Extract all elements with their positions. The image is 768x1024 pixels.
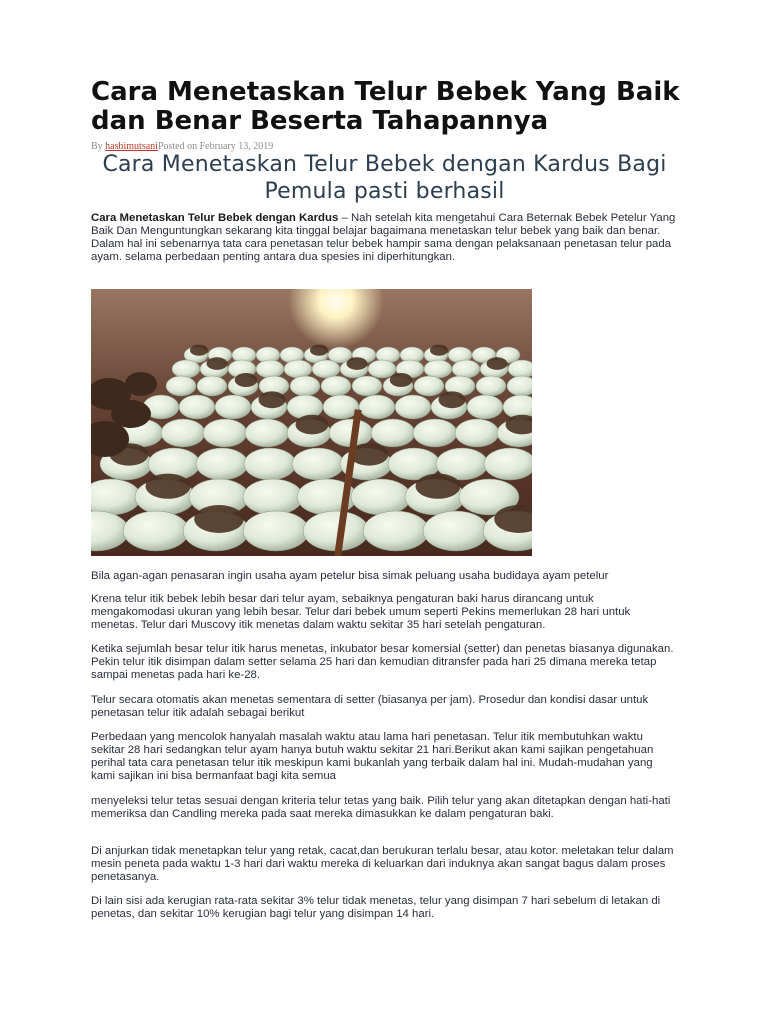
egg [244,448,296,480]
egg [203,419,247,447]
egg [123,511,189,551]
duckling [190,345,208,356]
intro-bold: Cara Menetaskan Telur Bebek dengan Kardus [91,212,339,224]
egg [166,376,196,396]
egg [243,511,309,551]
paragraph-5: Perbedaan yang mencolok hanyalah masalah waktu atau lama hari penetasan. Telur itik membutuhkan waktu sekitar 28 hari sedangkan telur ayam hanya butuh waktu sekitar 21 hari.Berikut akan kami sajikan pengetahuan perihal tata cara penetasan telur itik meskipun kami bukanlah yang terbaik dalam hal ini. Mudah-mudahan yang kami sajikan ini bisa bermanfaat bagi kita semua [91,731,654,782]
duckling [207,357,228,370]
egg [424,360,452,378]
paragraph-2: Krena telur itik bebek lebih besar dari telur ayam, sebaiknya pengaturan baki harus dirancang untuk mengakomodasi ukuran yang lebih besar. Telur dari bebek umum seperti Pekins memerlukan 28 hari untuk menetas. Telur dari Muscovy itik menetas dalam waktu sekitar 35 hari setelah pengaturan. [91,593,631,631]
egg [476,376,506,396]
egg [312,360,340,378]
paragraph-6: menyeleksi telur tetas sesuai dengan kriteria telur tetas yang baik. Pilih telur yang akan ditetapkan dengan hati-hati memeriksa dan Candling mereka pada saat mereka dimasukkan ke dalam pengaturan baki. [91,795,671,820]
egg [321,376,351,396]
egg [245,419,289,447]
egg [395,395,431,419]
egg [371,419,415,447]
egg [414,376,444,396]
egg [455,419,499,447]
egg [359,395,395,419]
paragraph-3: Ketika sejumlah besar telur itik harus menetas, inkubator besar komersial (setter) dan penetas biasanya digunakan. Pekin telur itik disimpan dalam setter selama 25 hari dan kemudian ditransfer pada hari 25 dimana mereka tetap sampai menetas pada hari ke-28. [91,643,674,681]
egg [467,395,503,419]
hatching-eggs-photo [91,289,532,556]
duckling [487,357,508,370]
intro-paragraph [91,212,678,264]
article-subtitle: Cara Menetaskan Telur Bebek dengan Kardus Bagi Pemula pasti berhasil [102,152,667,204]
paragraph-8: Di lain sisi ada kerugian rata-rata sekitar 3% telur tidak menetas, telur yang disimpan 7 hari sebelum di letakan di penetas, dan sekitar 10% kerugian bagi telur yang disimpan 14 hari. [91,895,661,920]
egg [243,479,303,515]
author-link[interactable]: hasbimutsani [105,141,158,152]
duckling [235,373,258,387]
egg [196,448,248,480]
duckling [347,357,368,370]
egg [323,395,359,419]
duckling [390,373,413,387]
duckling [146,474,191,499]
intro-text: – Nah setelah kita mengetahui Cara Beternak Bebek Petelur Yang Baik Dan Menguntungkan sekarang kita tinggal belajar bagaimana menetaskan telur bebek yang baik dan benar. Dalam hal ini sebenarnya tata cara penetasan telur bebek hampir sama dengan pelaksanaan penetasan telur pada ayam. selama perbedaan penting antara dua spesies ini diperhitungkan. [91,212,676,263]
post-date: Posted on February 13, 2019 [157,141,274,152]
egg [508,360,532,378]
egg [484,448,532,480]
byline-prefix: By [91,141,106,152]
egg [423,511,489,551]
egg [284,360,312,378]
paragraph-1: Bila agan-agan penasaran ingin usaha ayam petelur bisa simak peluang usaha budidaya ayam petelur [91,570,609,582]
duckling [430,345,448,356]
egg [290,376,320,396]
egg [197,376,227,396]
duckling [416,474,461,499]
egg [172,360,200,378]
duckling [296,415,329,435]
duckling [194,505,244,533]
egg [413,419,457,447]
duckling [439,391,466,408]
egg [179,395,215,419]
paragraph-4: Telur secara otomatis akan menetas sementara di setter (biasanya per jam). Prosedur dan kondisi dasar untuk penetasan telur itik adalah sebagai berikut [91,694,649,719]
egg [368,360,396,378]
egg [292,448,344,480]
egg [452,360,480,378]
duckling [125,372,157,396]
article-title: Cara Menetaskan Telur Bebek Yang Baik dan Benar Beserta Tahapannya [91,77,680,136]
duckling [310,345,328,356]
duckling [259,391,286,408]
egg [352,376,382,396]
egg [256,360,284,378]
egg [215,395,251,419]
egg [351,479,411,515]
paragraph-7: Di anjurkan tidak menetapkan telur yang retak, cacat,dan berukuran terlalu besar, atau kotor. meletakan telur dalam mesin peneta pada waktu 1-3 hari dari waktu mereka di keluarkan dari induknya akan sangat bagus dalam proses penetasanya. [91,845,674,883]
egg [363,511,429,551]
egg [161,419,205,447]
